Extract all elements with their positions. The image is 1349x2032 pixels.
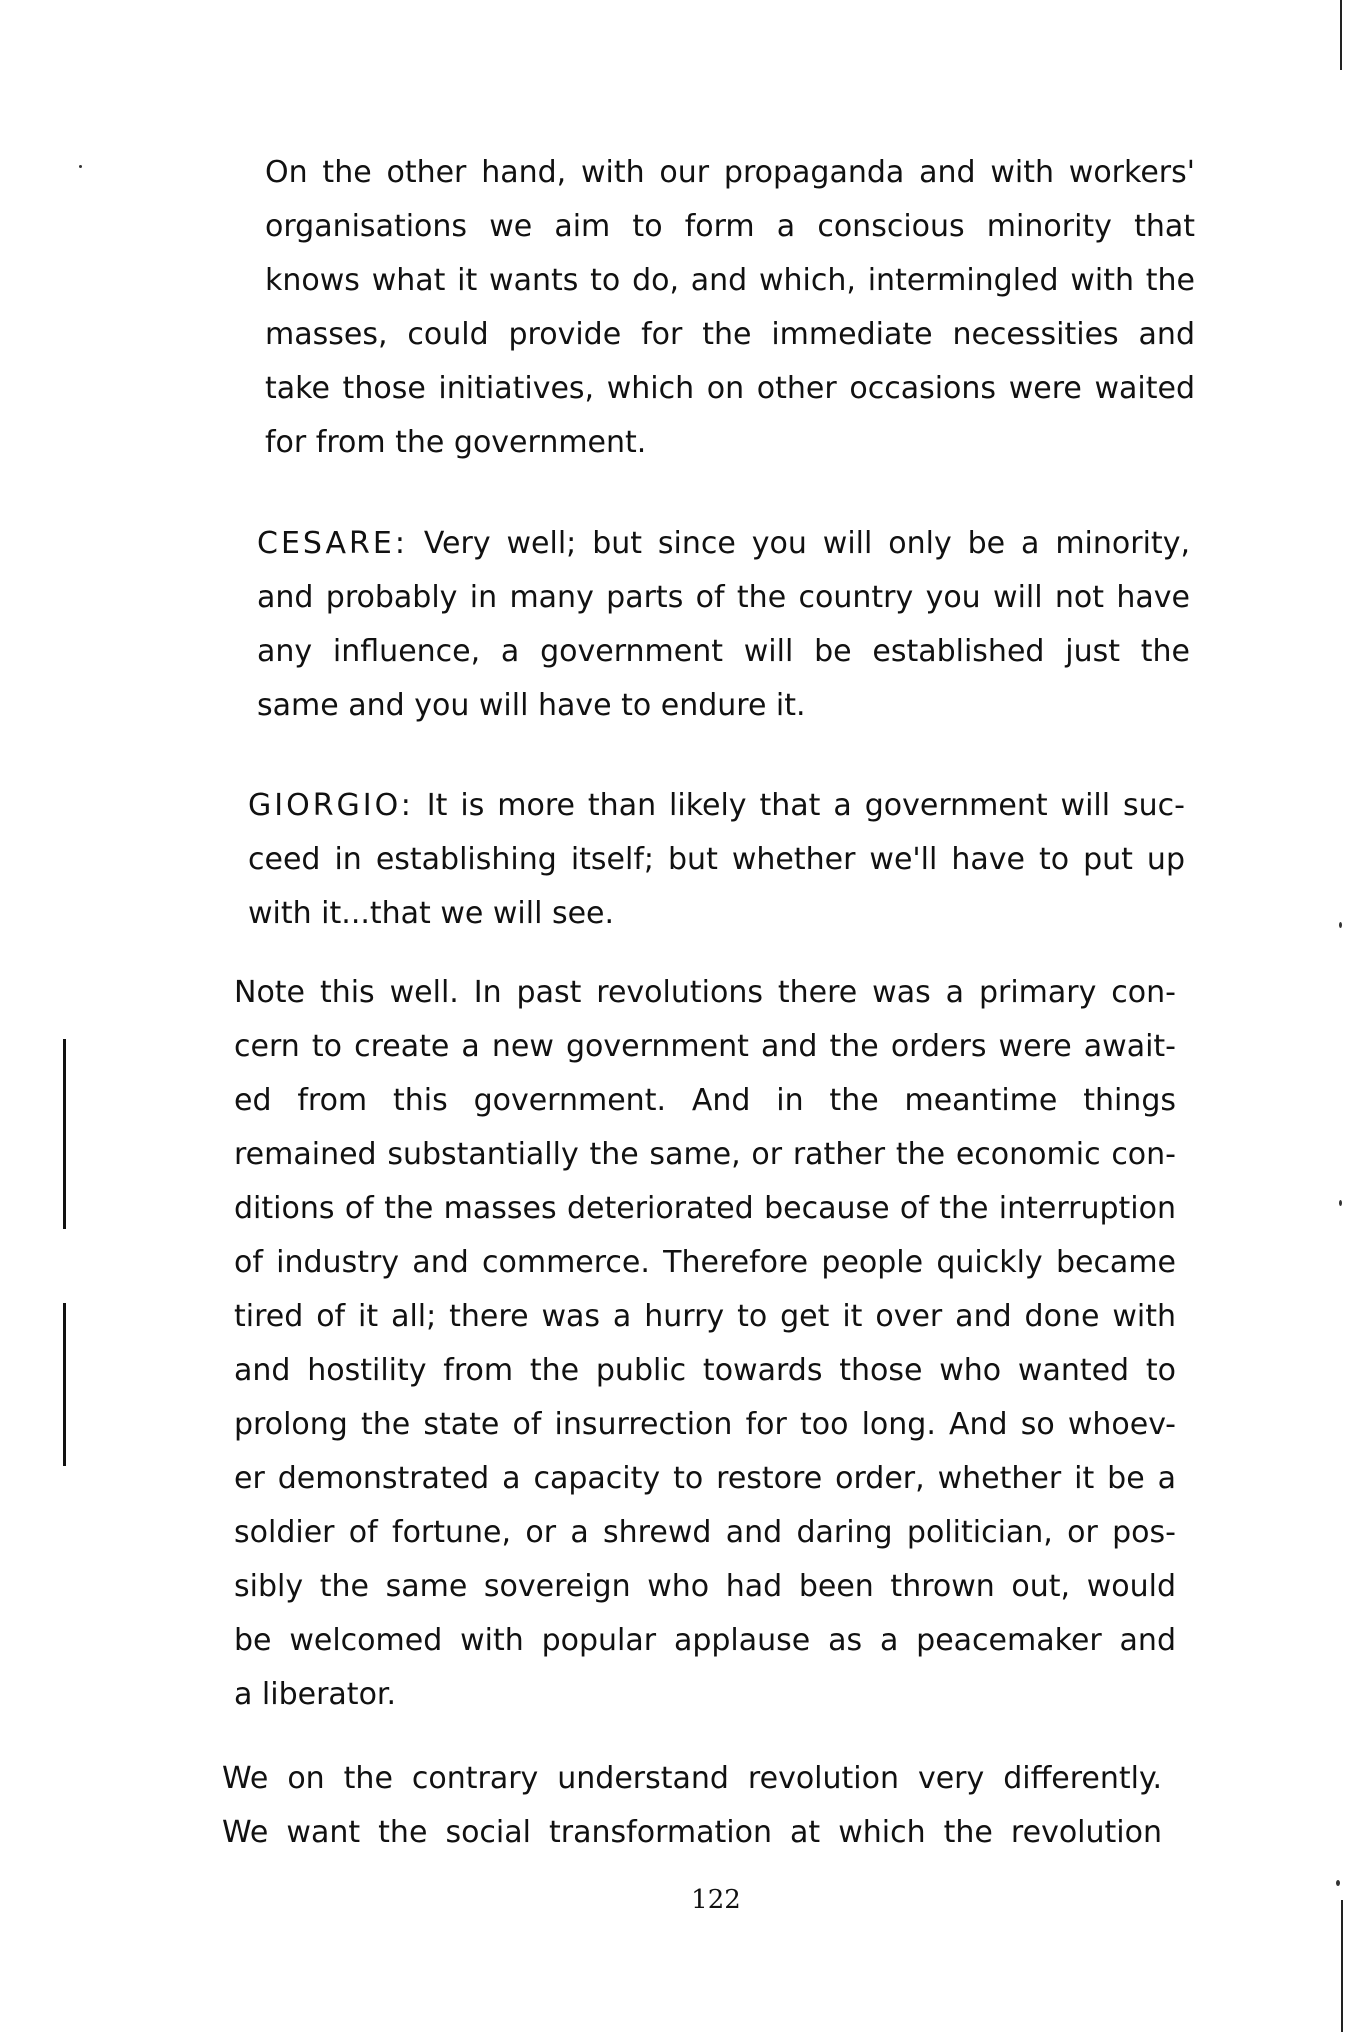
dialogue-text: It is more than likely that a government will suc-: [426, 788, 1185, 823]
text-line: remained substantially the same, or rather the economic con-: [234, 1137, 1176, 1172]
text-line: Note this well. In past revolutions there was a primary con-: [234, 975, 1176, 1010]
speaker-name: CESARE:: [257, 526, 408, 561]
paragraph: [265, 146, 1195, 470]
text-line: a liberator.: [234, 1677, 397, 1712]
text-line: prolong the state of insurrection for too long. And so whoev-: [234, 1407, 1176, 1442]
margin-bar: [63, 1039, 66, 1229]
text-line: ditions of the masses deteriorated because of the interruption: [234, 1191, 1176, 1226]
speck: [79, 165, 82, 168]
text-line: and hostility from the public towards those who wanted to: [234, 1353, 1176, 1388]
text-line: ceed in establishing itself; but whether we'll have to put up: [248, 842, 1185, 877]
text-line: masses, could provide for the immediate necessities and: [265, 317, 1195, 352]
text-line: for from the government.: [265, 425, 647, 460]
text-line: cern to create a new government and the orders were await-: [234, 1029, 1176, 1064]
text-line: of industry and commerce. Therefore people quickly became: [234, 1245, 1176, 1280]
margin-bar: [63, 1303, 66, 1466]
text-line: [248, 779, 1185, 833]
text-line: er demonstrated a capacity to restore order, whether it be a: [234, 1461, 1176, 1496]
text-line: [257, 517, 1190, 571]
text-line: organisations we aim to form a conscious minority that: [265, 209, 1195, 244]
text-line: same and you will have to endure it.: [257, 688, 806, 723]
paragraph: [234, 966, 1176, 1722]
text-line: tired of it all; there was a hurry to get it over and done with: [234, 1299, 1176, 1334]
text-line: sibly the same sovereign who had been thrown out, would: [234, 1569, 1176, 1604]
text-line: On the other hand, with our propaganda and with workers': [265, 155, 1195, 190]
dialogue-text: Very well; but since you will only be a minority,: [423, 526, 1190, 561]
page-number: 122: [691, 1885, 741, 1915]
text-line: ed from this government. And in the meantime things: [234, 1083, 1176, 1118]
text-line: knows what it wants to do, and which, intermingled with the: [265, 263, 1195, 298]
text-line: take those initiatives, which on other occasions were waited: [265, 371, 1195, 406]
text-line: with it...that we will see.: [248, 896, 615, 931]
speck: [1339, 1200, 1342, 1206]
speck: [1339, 922, 1342, 928]
speaker-name: GIORGIO:: [248, 788, 414, 823]
text-line: any influence, a government will be established just the: [257, 634, 1190, 669]
speck: [1336, 1880, 1340, 1886]
text-line: and probably in many parts of the country you will not have: [257, 580, 1190, 615]
text-line: soldier of fortune, or a shrewd and daring politician, or pos-: [234, 1515, 1176, 1550]
dialogue-paragraph: [248, 779, 1185, 941]
edge-mark: [1340, 0, 1342, 70]
dialogue-paragraph: [257, 517, 1190, 733]
edge-mark: [1341, 1900, 1343, 2032]
text-line: We want the social transformation at which the revolution: [222, 1815, 1162, 1850]
text-line: We on the contrary understand revolution very differently.: [222, 1761, 1162, 1796]
paragraph: [222, 1752, 1162, 1860]
text-line: be welcomed with popular applause as a peacemaker and: [234, 1623, 1176, 1658]
